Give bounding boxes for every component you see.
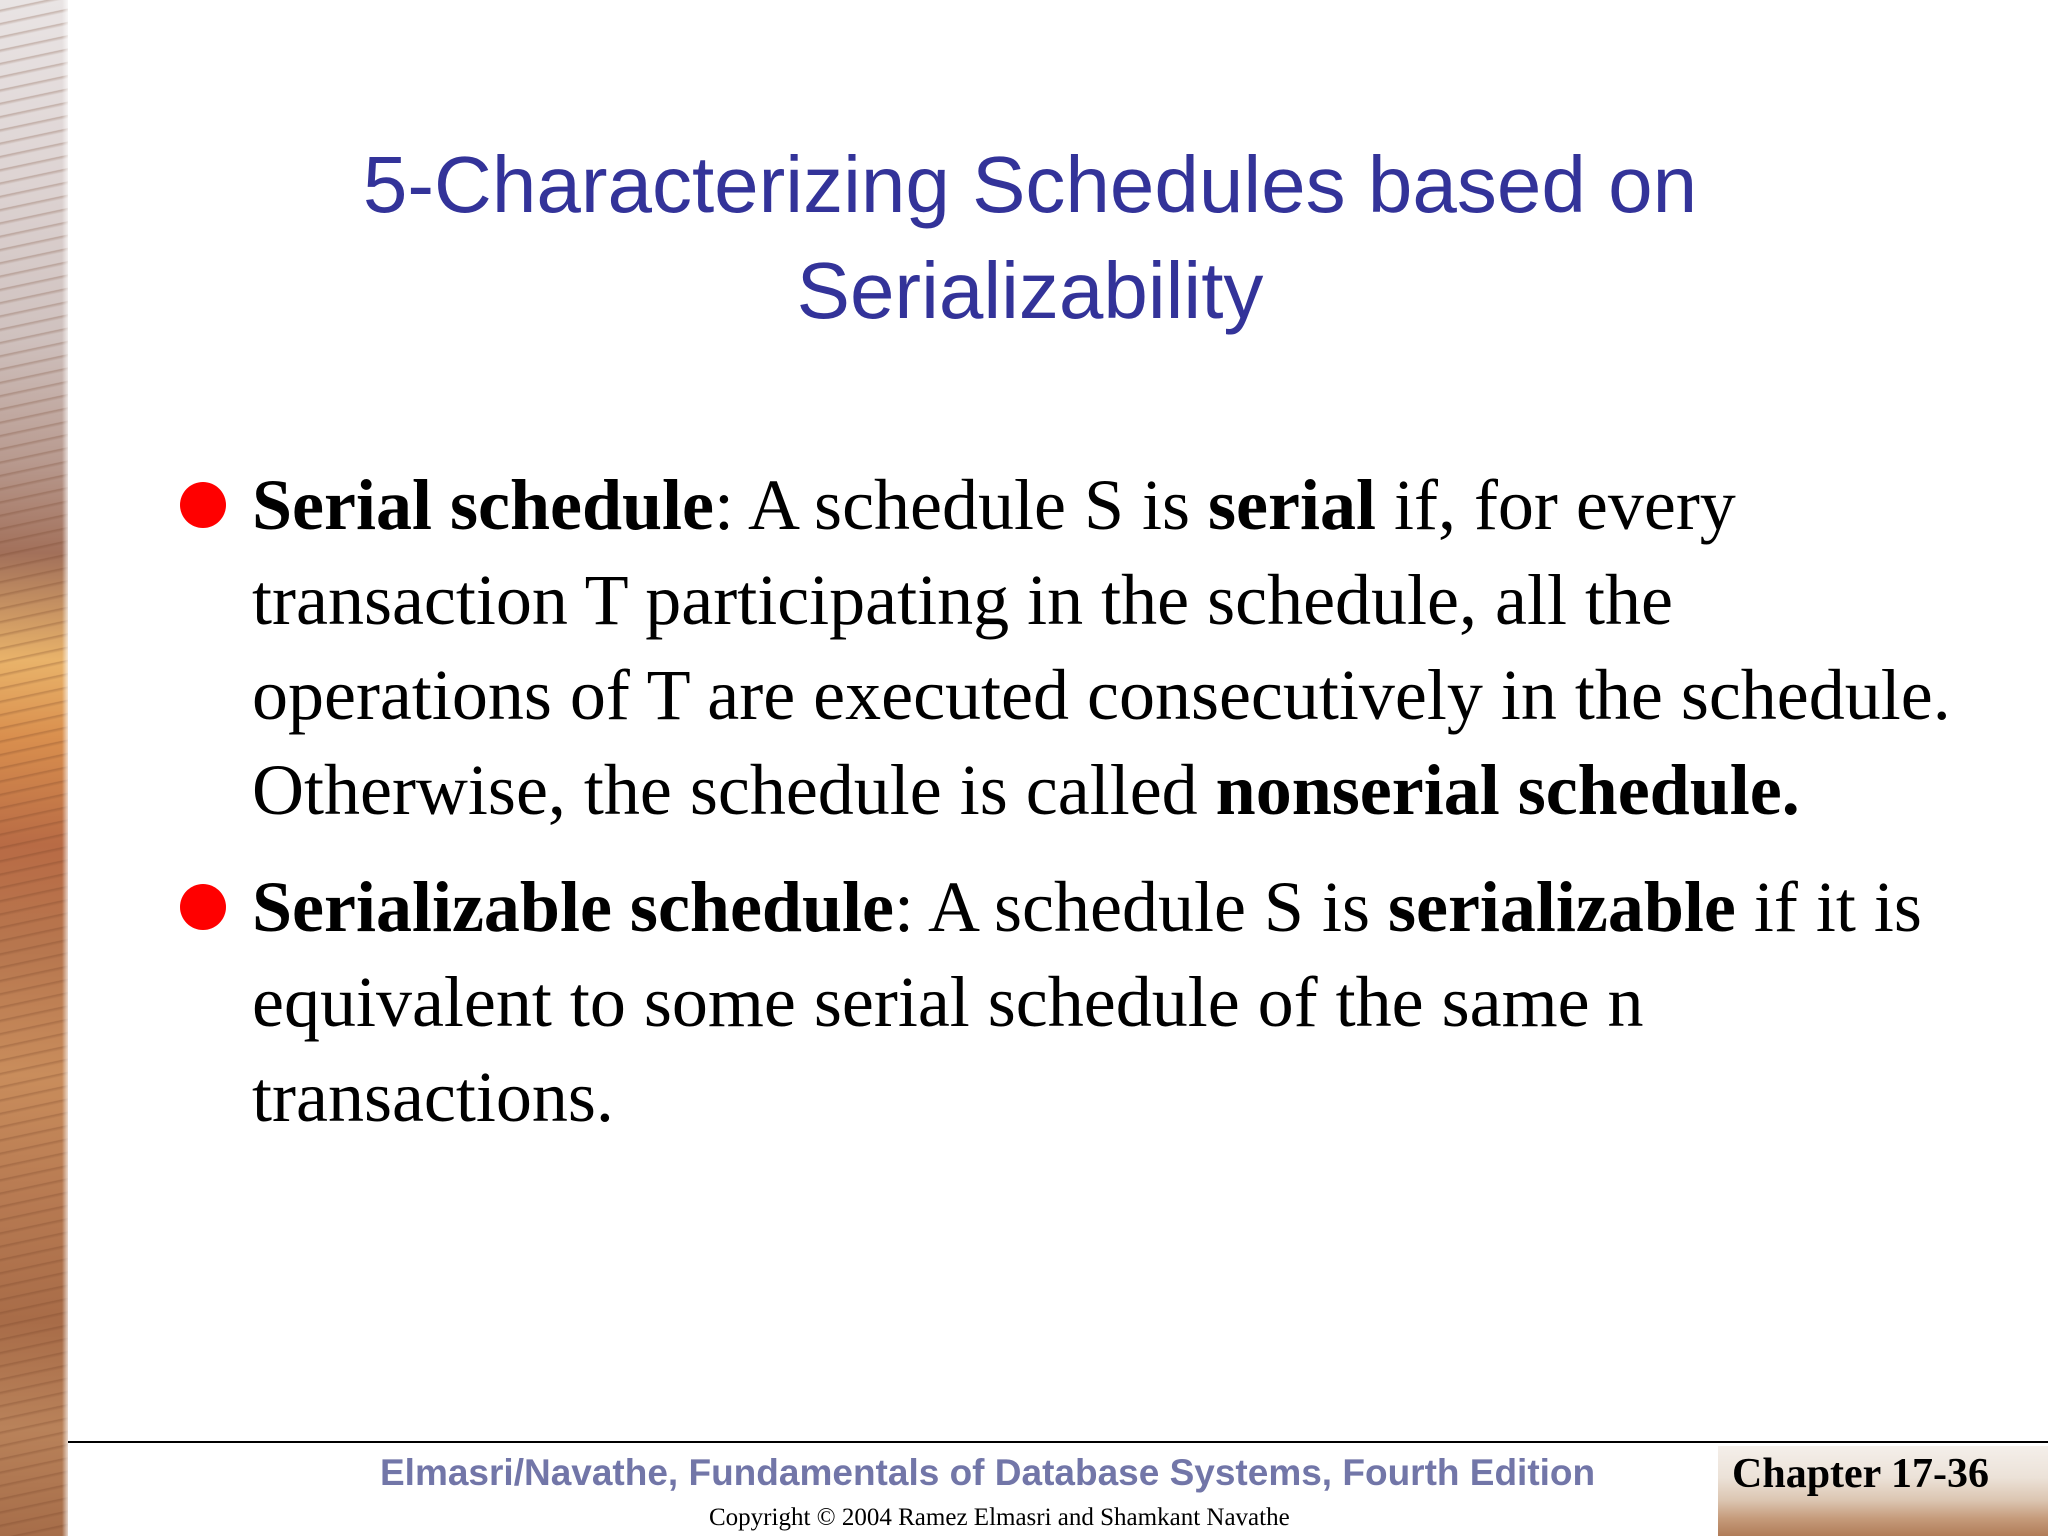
title-line-2: Serializability bbox=[796, 246, 1264, 335]
footer-book-title: Elmasri/Navathe, Fundamentals of Database Systems, Fourth Edition bbox=[380, 1452, 1596, 1493]
footer-chapter-label: Chapter 17-36 bbox=[1732, 1451, 1990, 1497]
bullet-item-serial-schedule bbox=[176, 458, 1976, 838]
slide-title bbox=[160, 132, 1900, 344]
bullet-item-serializable-schedule bbox=[176, 860, 1976, 1145]
bullet-text: if it is equivalent to some serial schedule of the same n transactions. bbox=[252, 867, 1922, 1137]
bullet-separator: : A schedule S is bbox=[714, 465, 1209, 545]
bullet-dot-icon bbox=[180, 482, 226, 528]
bullet-keyword: serial bbox=[1208, 465, 1376, 545]
bullet-dot-icon bbox=[180, 884, 226, 930]
bullet-keyword-2: nonserial schedule. bbox=[1215, 750, 1800, 830]
bullet-keyword: serializable bbox=[1387, 867, 1736, 947]
side-decoration-image bbox=[0, 0, 68, 1536]
bullet-list bbox=[176, 458, 1976, 1145]
footer-divider bbox=[68, 1441, 2048, 1443]
bullet-text: if, for every transaction T participating in the schedule, all the operations of T are executed consecutively in the schedule. Otherwise, the schedule is called bbox=[252, 465, 1951, 830]
bullet-term: Serializable schedule bbox=[252, 867, 894, 947]
bullet-separator: : A schedule S is bbox=[893, 867, 1388, 947]
bullet-term: Serial schedule bbox=[252, 465, 714, 545]
footer-copyright: Copyright © 2004 Ramez Elmasri and Shamkant Navathe bbox=[709, 1504, 1290, 1531]
title-line-1: 5-Characterizing Schedules based on bbox=[362, 140, 1698, 229]
footer-chapter-box bbox=[1718, 1446, 2048, 1536]
